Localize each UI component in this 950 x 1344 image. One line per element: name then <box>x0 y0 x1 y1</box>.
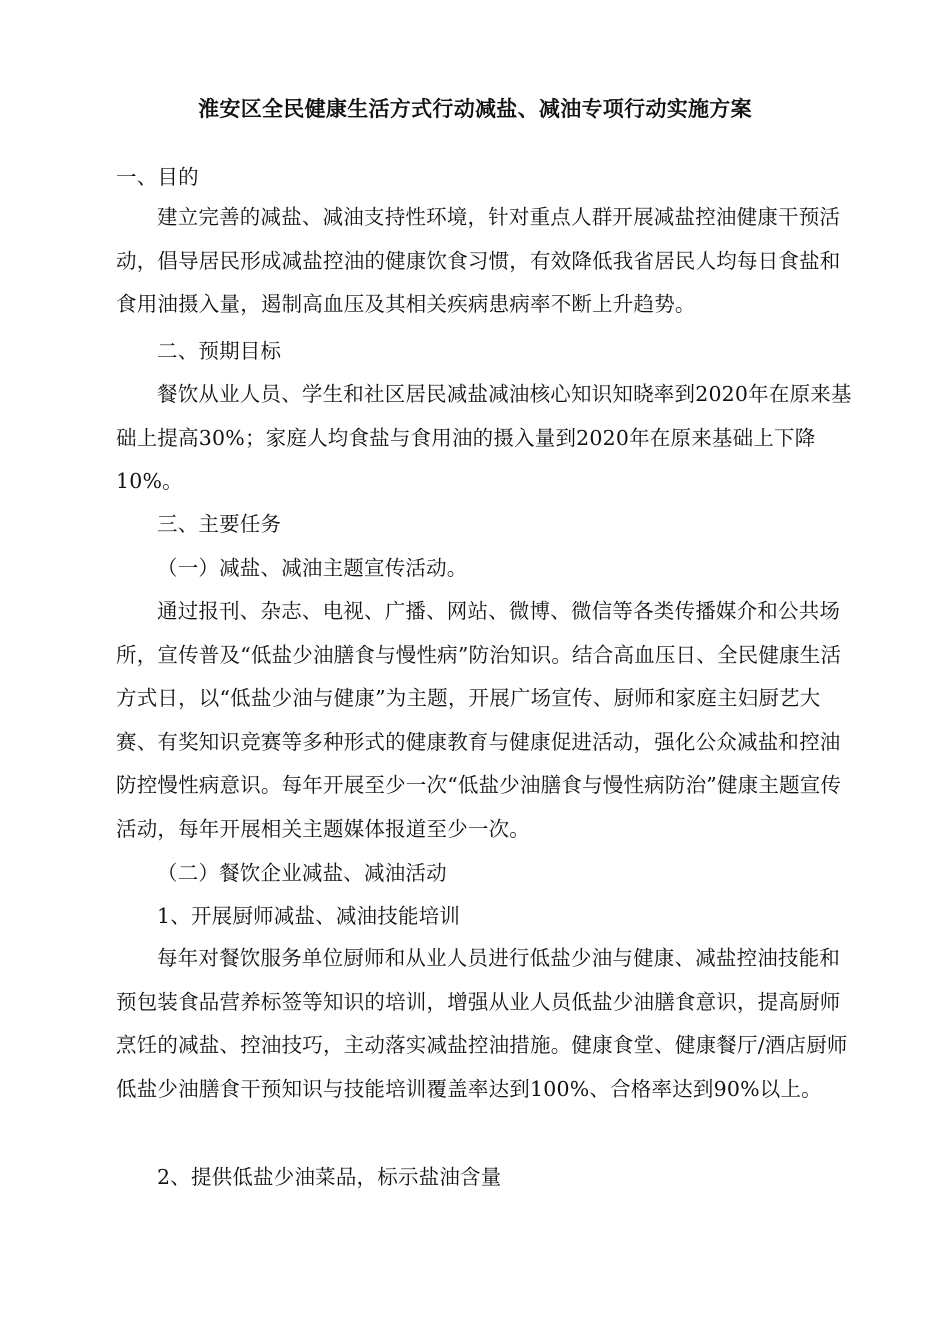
item-heading-low-salt-dishes: 2、提供低盐少油菜品，标示盐油含量 <box>157 1165 502 1189</box>
subsection-heading-catering: （二）餐饮企业减盐、减油活动 <box>157 861 447 885</box>
section-heading-purpose: 一、目的 <box>116 165 199 189</box>
section-heading-goals: 二、预期目标 <box>157 339 282 363</box>
section-heading-tasks: 三、主要任务 <box>157 512 282 536</box>
document-title: 淮安区全民健康生活方式行动减盐、减油专项行动实施方案 <box>198 96 752 121</box>
paragraph-goals: 餐饮从业人员、学生和社区居民减盐减油核心知识知晓率到2020年在原来基础上提高30%；家庭人均食盐与食用油的摄入量到2020年在原来基础上下降10%。 <box>116 382 852 493</box>
paragraph-publicity: 通过报刊、杂志、电视、广播、网站、微博、微信等各类传播媒介和公共场所，宣传普及“低盐少油膳食与慢性病”防治知识。结合高血压日、全民健康生活方式日，以“低盐少油与健康”为主题，开展广场宣传、厨师和家庭主妇厨艺大赛、有奖知识竞赛等多种形式的健康教育与健康促进活动，强化公众减盐和控油防控慢性病意识。每年开展至少一次“低盐少油膳食与慢性病防治”健康主题宣传活动，每年开展相关主题媒体报道至少一次。 <box>116 599 842 841</box>
item-heading-chef-training: 1、开展厨师减盐、减油技能培训 <box>157 904 461 928</box>
subsection-heading-publicity: （一）减盐、减油主题宣传活动。 <box>157 556 468 580</box>
paragraph-purpose: 建立完善的减盐、减油支持性环境，针对重点人群开展减盐控油健康干预活动，倡导居民形成减盐控油的健康饮食习惯，有效降低我省居民人均每日食盐和食用油摄入量，遏制高血压及其相关疾病患病率不断上升趋势。 <box>116 205 841 316</box>
paragraph-chef-training: 每年对餐饮服务单位厨师和从业人员进行低盐少油与健康、减盐控油技能和预包装食品营养标签等知识的培训，增强从业人员低盐少油膳食意识，提高厨师烹饪的减盐、控油技巧，主动落实减盐控油措施。健康食堂、健康餐厅/酒店厨师低盐少油膳食干预知识与技能培训覆盖率达到100%、合格率达到90%以上。 <box>116 946 848 1101</box>
